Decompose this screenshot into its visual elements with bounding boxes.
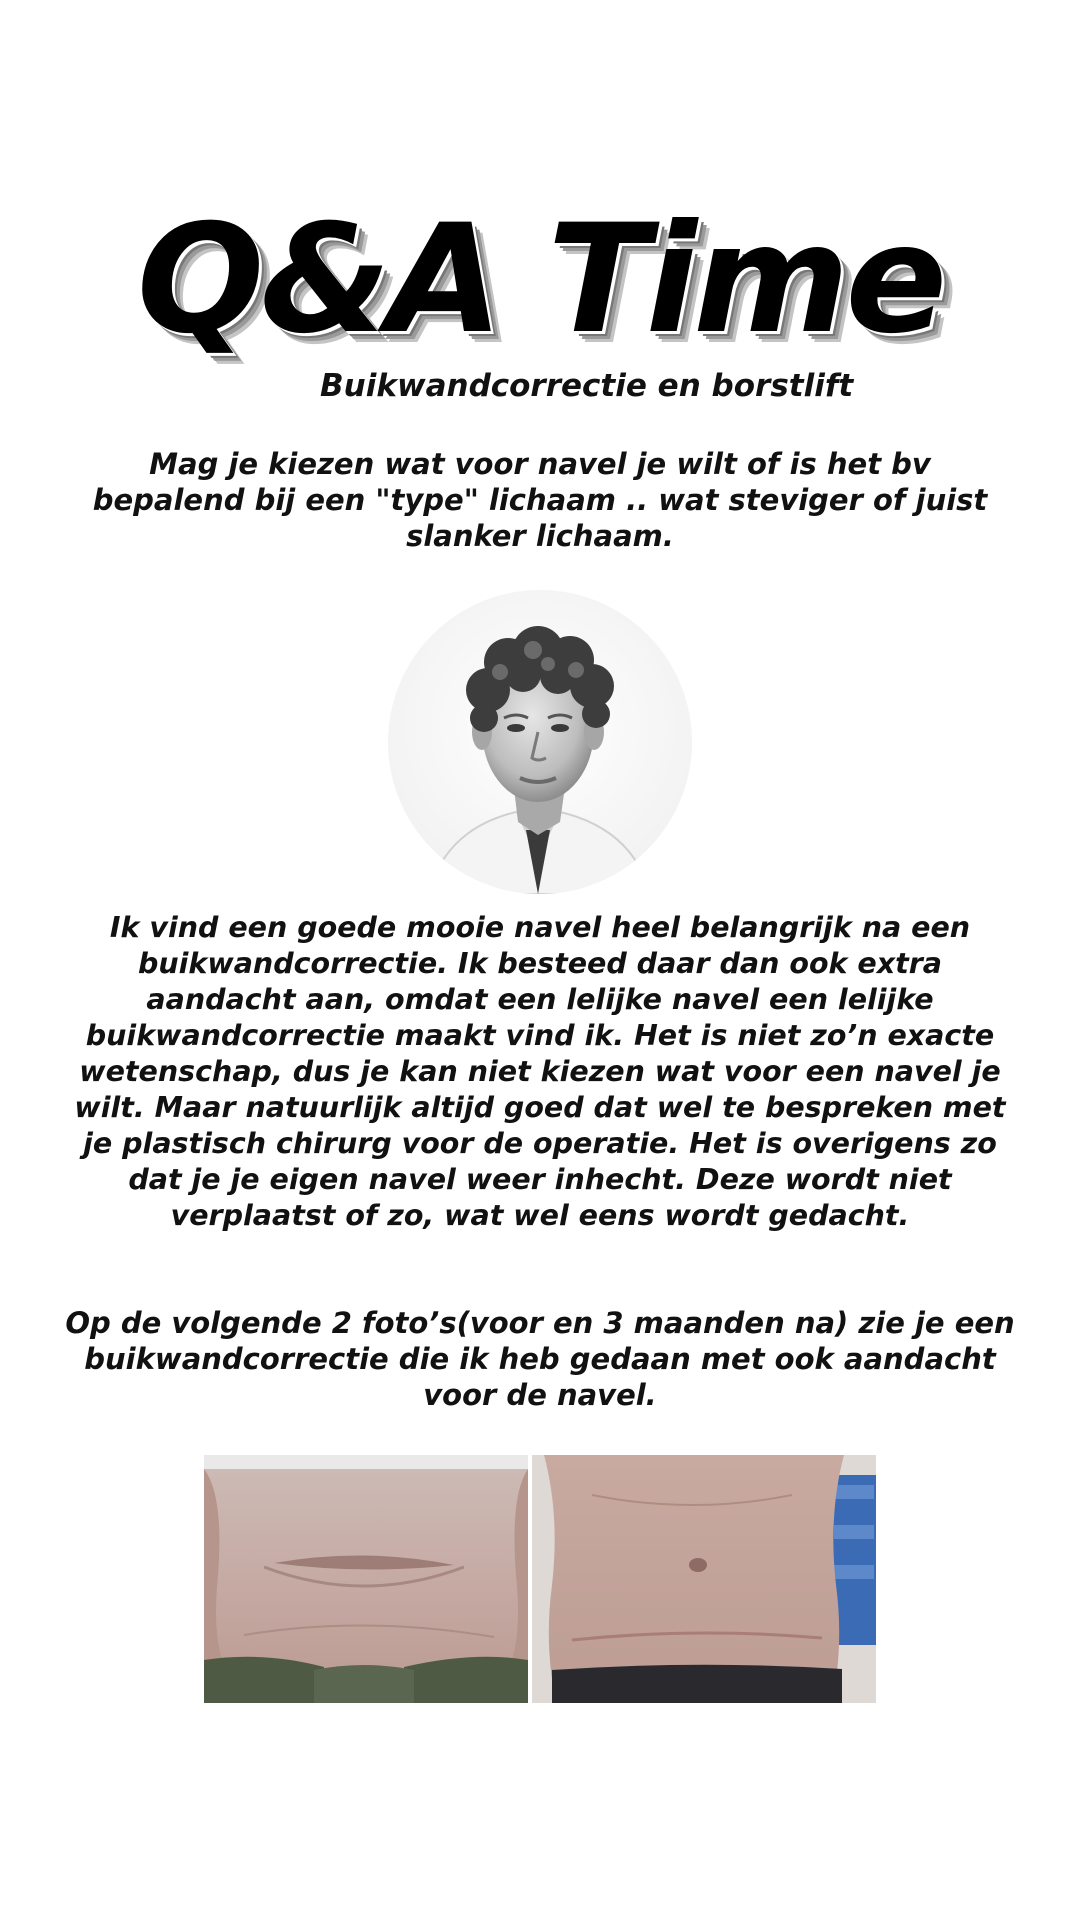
- answer-text: Ik vind een goede mooie navel heel belangrijk na een buikwandcorrectie. Ik besteed daar dan ook extra aandacht aan, omdat een lelijke navel een lelijke buikwandcorrectie maakt vind ik. Het is niet zo’n exacte wetenschap, dus je kan niet kiezen wat voor een navel je wilt. Maar natuurlijk altijd goed dat wel te bespreken met je plastisch chirurg voor de operatie. Het is overigens zo dat je je eigen navel weer inhecht. Deze wordt niet verplaatst of zo, wat wel eens wordt gedacht.: [74, 911, 1006, 1232]
- followup-text: Op de volgende 2 foto’s(voor en 3 maanden na) zie je een buikwandcorrectie die ik heb gedaan met ook aandacht voor de navel.: [65, 1306, 1015, 1412]
- page-title: Q&A Time: [136, 193, 944, 367]
- after-photo: [532, 1455, 876, 1703]
- surgeon-portrait: [388, 590, 692, 894]
- question-text: Mag je kiezen wat voor navel je wilt of is het bv bepalend bij een "type" lichaam .. wat steviger of juist slanker lichaam.: [92, 447, 988, 553]
- page-subtitle: Buikwandcorrectie en borstlift: [320, 368, 854, 404]
- before-photo: [204, 1455, 528, 1703]
